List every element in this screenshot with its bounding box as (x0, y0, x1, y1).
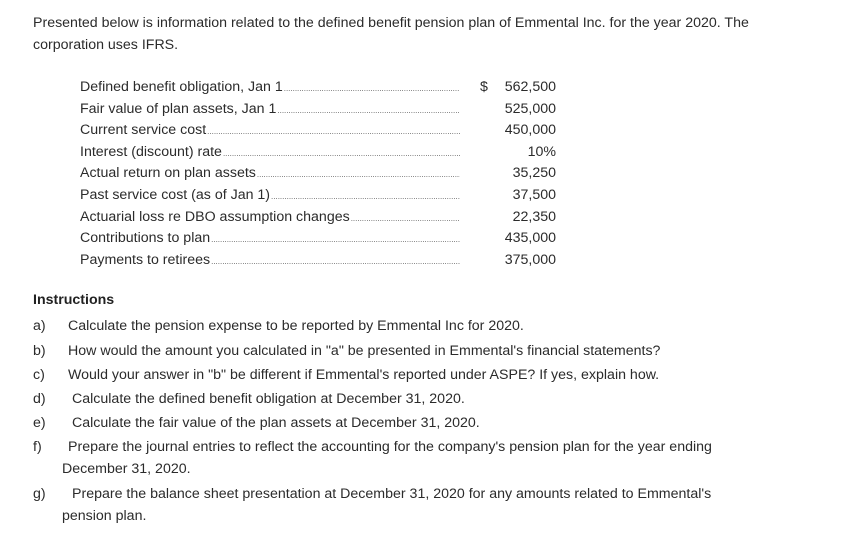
data-value: 10% (527, 143, 556, 160)
data-row (80, 207, 580, 229)
instruction-item (33, 340, 833, 362)
data-label: Actual return on plan assets ..... (80, 163, 460, 186)
instruction-item (33, 483, 833, 527)
intro-paragraph: Presented below is information related to the defined benefit pension plan of Emmental Inc. for the year 2020. The corporation uses IFRS. (33, 15, 749, 53)
data-value: 375,000 (504, 251, 556, 268)
instruction-item (33, 388, 833, 410)
instruction-text: Calculate the pension expense to be reported by Emmental Inc for 2020. (68, 318, 524, 334)
instruction-text: How would the amount you calculated in "a" be presented in Emmental's financial statements? (68, 343, 661, 359)
data-label: Contributions to plan ..... (80, 228, 460, 251)
data-value: 35,250 (512, 165, 556, 182)
data-row (80, 77, 580, 99)
currency-symbol: $ (480, 79, 488, 95)
instruction-text: Would your answer in "b" be different if Emmental's reported under ASPE? If yes, explain how. (68, 367, 660, 383)
instruction-letter: g) (33, 486, 46, 502)
data-label: Past service cost (as of Jan 1) ..... (80, 185, 460, 208)
instruction-text-continued: pension plan. (62, 508, 147, 524)
data-value: 562,500 (504, 79, 556, 95)
data-label: Actuarial loss re DBO assumption changes ..... (80, 207, 460, 230)
instruction-letter: d) (33, 391, 46, 407)
data-value: 525,000 (504, 100, 556, 117)
instruction-letter: b) (33, 343, 46, 359)
data-row (80, 250, 580, 272)
instruction-item (33, 412, 833, 434)
data-value: 22,350 (512, 208, 556, 225)
data-value: 435,000 (504, 230, 556, 247)
data-row (80, 163, 580, 185)
instruction-text: Prepare the journal entries to reflect the accounting for the company's pension plan for the year ending (68, 439, 712, 455)
data-row (80, 228, 580, 250)
instruction-letter: f) (33, 439, 42, 455)
data-label: Fair value of plan assets, Jan 1 ..... (80, 99, 460, 122)
instruction-text: Prepare the balance sheet presentation at December 31, 2020 for any amounts related to Emmental's (72, 486, 712, 502)
data-value: 450,000 (504, 122, 556, 139)
instruction-letter: e) (33, 415, 46, 431)
instruction-letter: c) (33, 367, 45, 383)
data-label: Current service cost ..... (80, 120, 460, 143)
pension-data-table (80, 77, 580, 271)
instruction-text-continued: December 31, 2020. (62, 461, 191, 477)
data-label: Defined benefit obligation, Jan 1 ..... (80, 77, 460, 100)
data-row (80, 120, 580, 142)
instruction-item (33, 436, 833, 480)
instruction-item (33, 315, 833, 337)
data-label: Interest (discount) rate ..... (80, 142, 460, 165)
data-value: 37,500 (512, 186, 556, 203)
data-row (80, 142, 580, 164)
instruction-item (33, 364, 833, 386)
instructions-list (33, 315, 833, 527)
instructions-heading: Instructions (33, 292, 115, 308)
instruction-text: Calculate the fair value of the plan assets at December 31, 2020. (72, 415, 480, 431)
instruction-text: Calculate the defined benefit obligation at December 31, 2020. (72, 391, 465, 407)
data-label: Payments to retirees ..... (80, 250, 460, 273)
instruction-letter: a) (33, 318, 46, 334)
data-row (80, 99, 580, 121)
data-row (80, 185, 580, 207)
